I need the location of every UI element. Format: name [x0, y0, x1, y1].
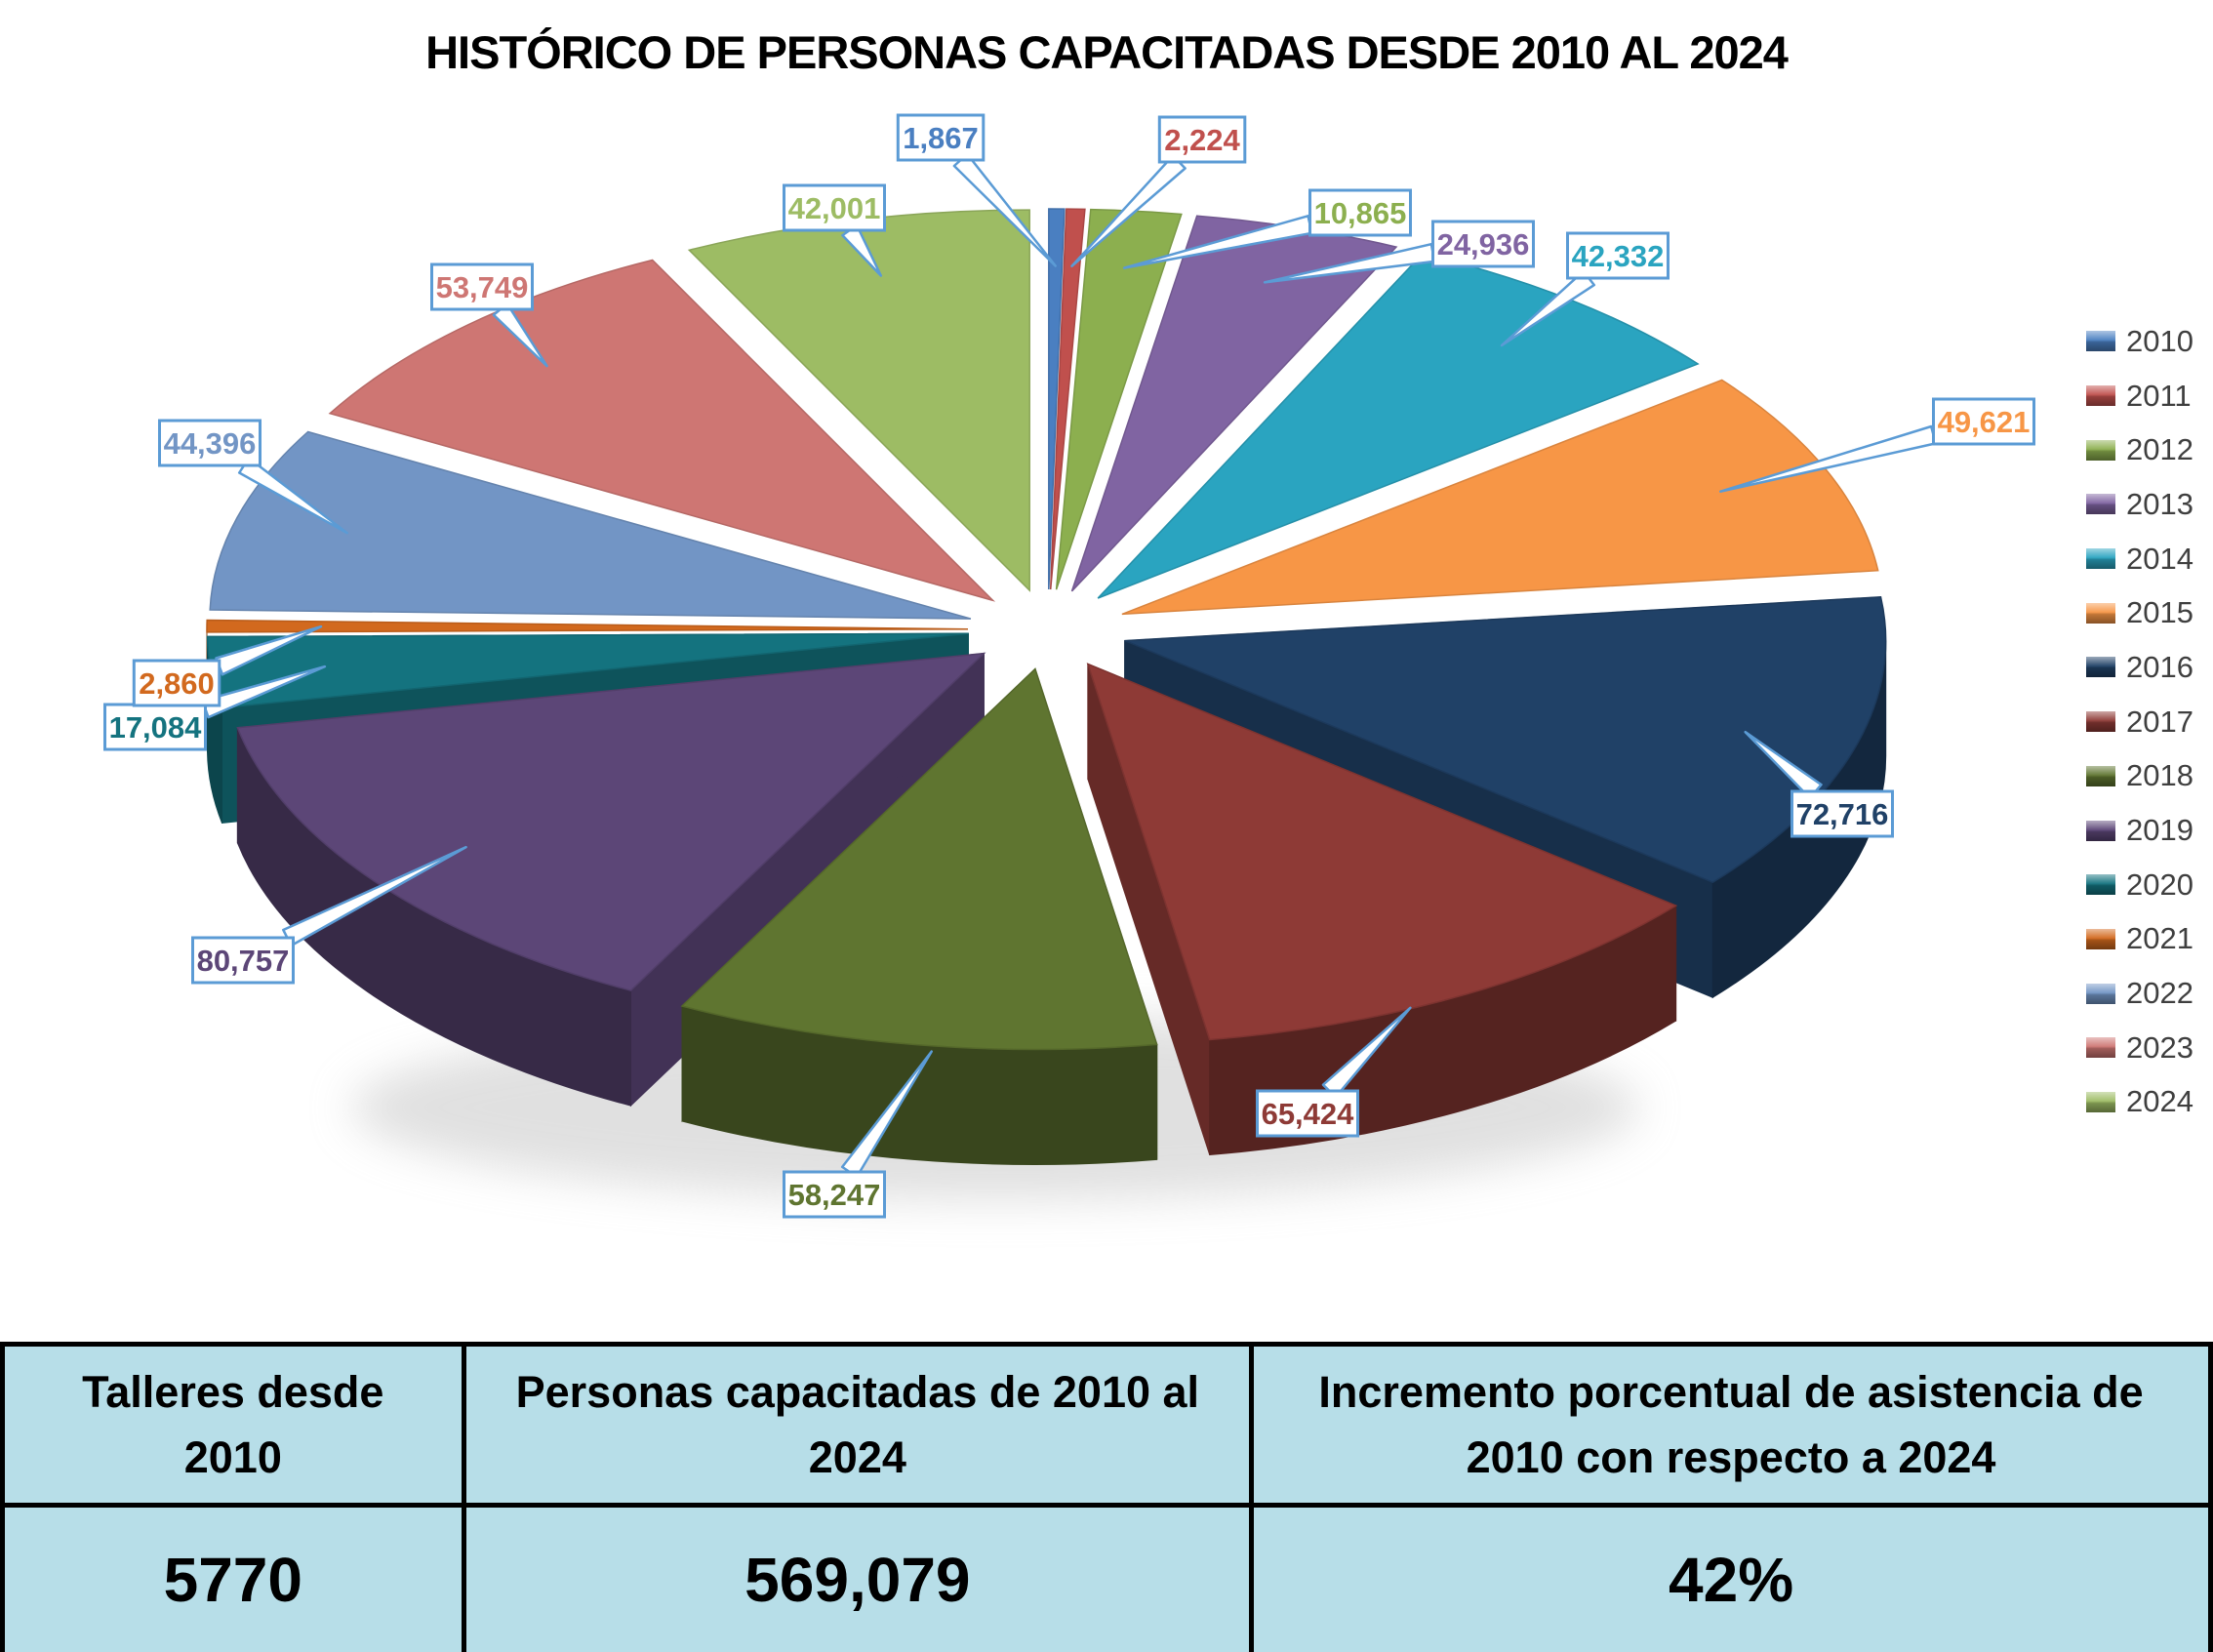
- legend-label: 2014: [2126, 541, 2193, 576]
- legend-swatch-2012: [2086, 440, 2115, 461]
- legend-label: 2017: [2126, 704, 2193, 739]
- legend-swatch-2017: [2086, 711, 2115, 732]
- legend-item-2016: [2086, 640, 2193, 695]
- legend-label: 2024: [2126, 1084, 2193, 1119]
- legend-swatch-2024: [2086, 1092, 2115, 1112]
- label-value: 24,936: [1436, 227, 1530, 262]
- label-value: 2,860: [139, 666, 215, 701]
- legend-item-2019: [2086, 803, 2193, 858]
- legend-swatch-2022: [2086, 984, 2115, 1004]
- legend-label: 2022: [2126, 976, 2193, 1011]
- table-value-talleres: 5770: [5, 1508, 462, 1652]
- table-value-personas: 569,079: [466, 1508, 1250, 1652]
- legend-swatch-2010: [2086, 331, 2115, 351]
- legend-label: 2010: [2126, 323, 2193, 358]
- legend-item-2011: [2086, 369, 2193, 423]
- legend-label: 2016: [2126, 649, 2193, 684]
- legend-label: 2018: [2126, 758, 2193, 793]
- legend-item-2014: [2086, 532, 2193, 586]
- table-header-incremento: Incremento porcentual de asistencia de 2010 con respecto a 2024: [1254, 1347, 2208, 1503]
- legend-swatch-2023: [2086, 1037, 2115, 1058]
- legend-swatch-2011: [2086, 385, 2115, 406]
- legend-swatch-2019: [2086, 821, 2115, 841]
- label-value: 17,084: [108, 710, 202, 745]
- label-value: 10,865: [1313, 196, 1407, 230]
- legend-label: 2020: [2126, 866, 2193, 902]
- label-value: 80,757: [196, 944, 290, 978]
- table-value-incremento: 42%: [1254, 1508, 2208, 1652]
- label-value: 2,224: [1164, 123, 1240, 157]
- table-header-personas: Personas capacitadas de 2010 al 2024: [466, 1347, 1250, 1503]
- chart-legend: [2086, 314, 2193, 1129]
- label-value: 53,749: [435, 270, 529, 304]
- legend-item-2017: [2086, 695, 2193, 749]
- summary-table: [0, 1342, 2213, 1652]
- label-value: 49,621: [1937, 405, 2031, 439]
- legend-item-2012: [2086, 423, 2193, 477]
- legend-label: 2012: [2126, 432, 2193, 467]
- label-value: 1,867: [903, 121, 979, 155]
- legend-item-2010: [2086, 314, 2193, 369]
- legend-item-2018: [2086, 749, 2193, 804]
- legend-swatch-2018: [2086, 766, 2115, 786]
- legend-label: 2011: [2126, 378, 2192, 413]
- legend-swatch-2016: [2086, 657, 2115, 677]
- legend-label: 2019: [2126, 813, 2193, 848]
- legend-swatch-2020: [2086, 874, 2115, 895]
- legend-item-2013: [2086, 477, 2193, 532]
- legend-swatch-2015: [2086, 603, 2115, 624]
- legend-label: 2023: [2126, 1029, 2193, 1065]
- legend-item-2023: [2086, 1021, 2193, 1075]
- table-header-talleres: Talleres desde 2010: [5, 1347, 462, 1503]
- legend-item-2024: [2086, 1075, 2193, 1130]
- legend-label: 2021: [2126, 921, 2193, 956]
- label-value: 58,247: [787, 1178, 881, 1212]
- legend-swatch-2013: [2086, 494, 2115, 514]
- legend-item-2015: [2086, 585, 2193, 640]
- legend-item-2022: [2086, 966, 2193, 1021]
- chart-title: HISTÓRICO DE PERSONAS CAPACITADAS DESDE 2010 AL 2024: [425, 26, 1788, 78]
- legend-label: 2015: [2126, 595, 2193, 630]
- legend-item-2020: [2086, 858, 2193, 912]
- legend-item-2021: [2086, 912, 2193, 967]
- legend-label: 2013: [2126, 486, 2193, 521]
- label-value: 72,716: [1795, 797, 1889, 831]
- label-value: 42,001: [787, 191, 881, 225]
- legend-swatch-2014: [2086, 548, 2115, 569]
- label-value: 42,332: [1571, 239, 1665, 273]
- label-value: 65,424: [1261, 1097, 1354, 1131]
- label-value: 44,396: [163, 426, 257, 461]
- legend-swatch-2021: [2086, 929, 2115, 949]
